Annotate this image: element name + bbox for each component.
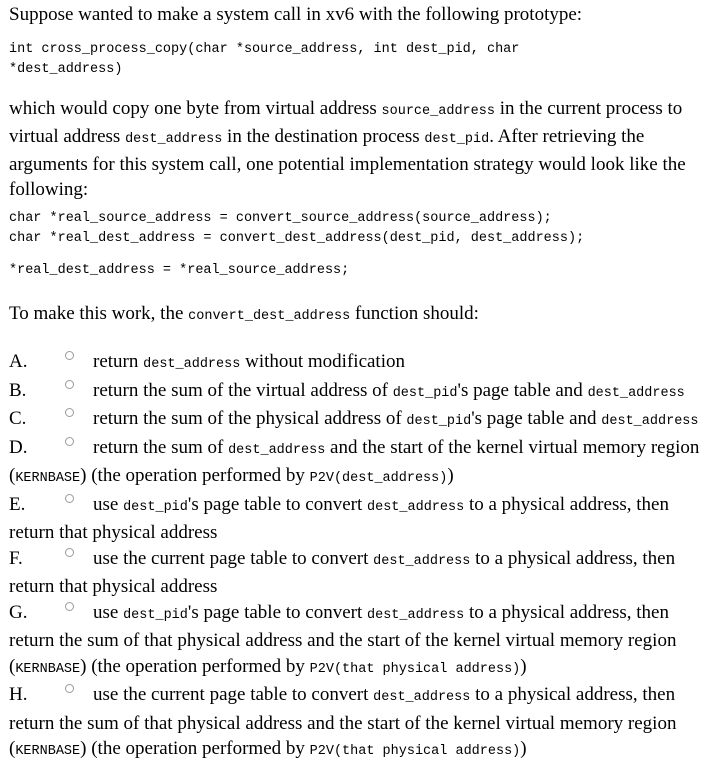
assignment-code: *real_dest_address = *real_source_address; [9,263,350,278]
answer-options [9,349,713,765]
option-g-radio[interactable] [65,602,74,611]
option-g[interactable]: G. use dest_pid's page table to convert dest_address to a physical address, then return the sum of that physical address and the start of the kernel virtual memory region (KERNBASE) (the operation performed by P2V(that physical address)) [9,601,677,677]
option-f-label: F. [9,547,23,569]
option-e-radio[interactable] [65,494,74,503]
intro-text: Suppose wanted to make a system call in xv6 with the following prototype: [9,4,583,25]
impl-line-2: char *real_dest_address = convert_dest_address(dest_pid, dest_address); [9,231,585,246]
option-c[interactable]: C. return the sum of the physical address of dest_pid's page table and dest_address [9,406,713,435]
option-d-label: D. [9,436,28,458]
option-d-radio[interactable] [65,437,74,446]
option-e[interactable]: E. use dest_pid's page table to convert dest_address to a physical address, then return that physical address [9,493,669,543]
option-g-label: G. [9,601,28,623]
option-c-label: C. [9,408,27,429]
question-text: To make this work, the convert_dest_address function should: [9,303,479,324]
option-c-radio[interactable] [65,408,74,417]
option-f[interactable]: F. use the current page table to convert dest_address to a physical address, then return that physical address [9,547,676,597]
option-b[interactable]: B. return the sum of the virtual address of dest_pid's page table and dest_address [9,378,713,407]
prototype-line-1: int cross_process_copy(char *source_address, int dest_pid, char [9,42,520,57]
option-h-label: H. [9,684,28,705]
option-h-radio[interactable] [65,684,74,693]
option-b-label: B. [9,379,27,401]
option-d[interactable]: D. return the sum of dest_address and the start of the kernel virtual memory region (KERNBASE) (the operation performed by P2V(dest_address)) [9,436,700,486]
option-b-radio[interactable] [65,380,74,389]
impl-line-1: char *real_source_address = convert_source_address(source_address); [9,211,552,226]
option-a-radio[interactable] [65,351,74,360]
option-e-label: E. [9,493,26,515]
option-a[interactable]: A. return dest_address without modification [9,349,713,378]
prototype-code [9,40,519,80]
description-text: which would copy one byte from virtual address source_address in the current process to virtual address dest_address in the destination process dest_pid. After retrieving the arguments for this system call, one potential implementation strategy would look like the following: [9,98,686,200]
option-h[interactable]: H. use the current page table to convert dest_address to a physical address, then return the sum of that physical address and the start of the kernel virtual memory region (KERNBASE) (the operation performed by P2V(that physical address)) [9,684,677,759]
option-a-label: A. [9,351,28,372]
option-f-radio[interactable] [65,548,74,557]
implementation-code [9,209,584,249]
prototype-line-2: *dest_address) [9,62,123,77]
